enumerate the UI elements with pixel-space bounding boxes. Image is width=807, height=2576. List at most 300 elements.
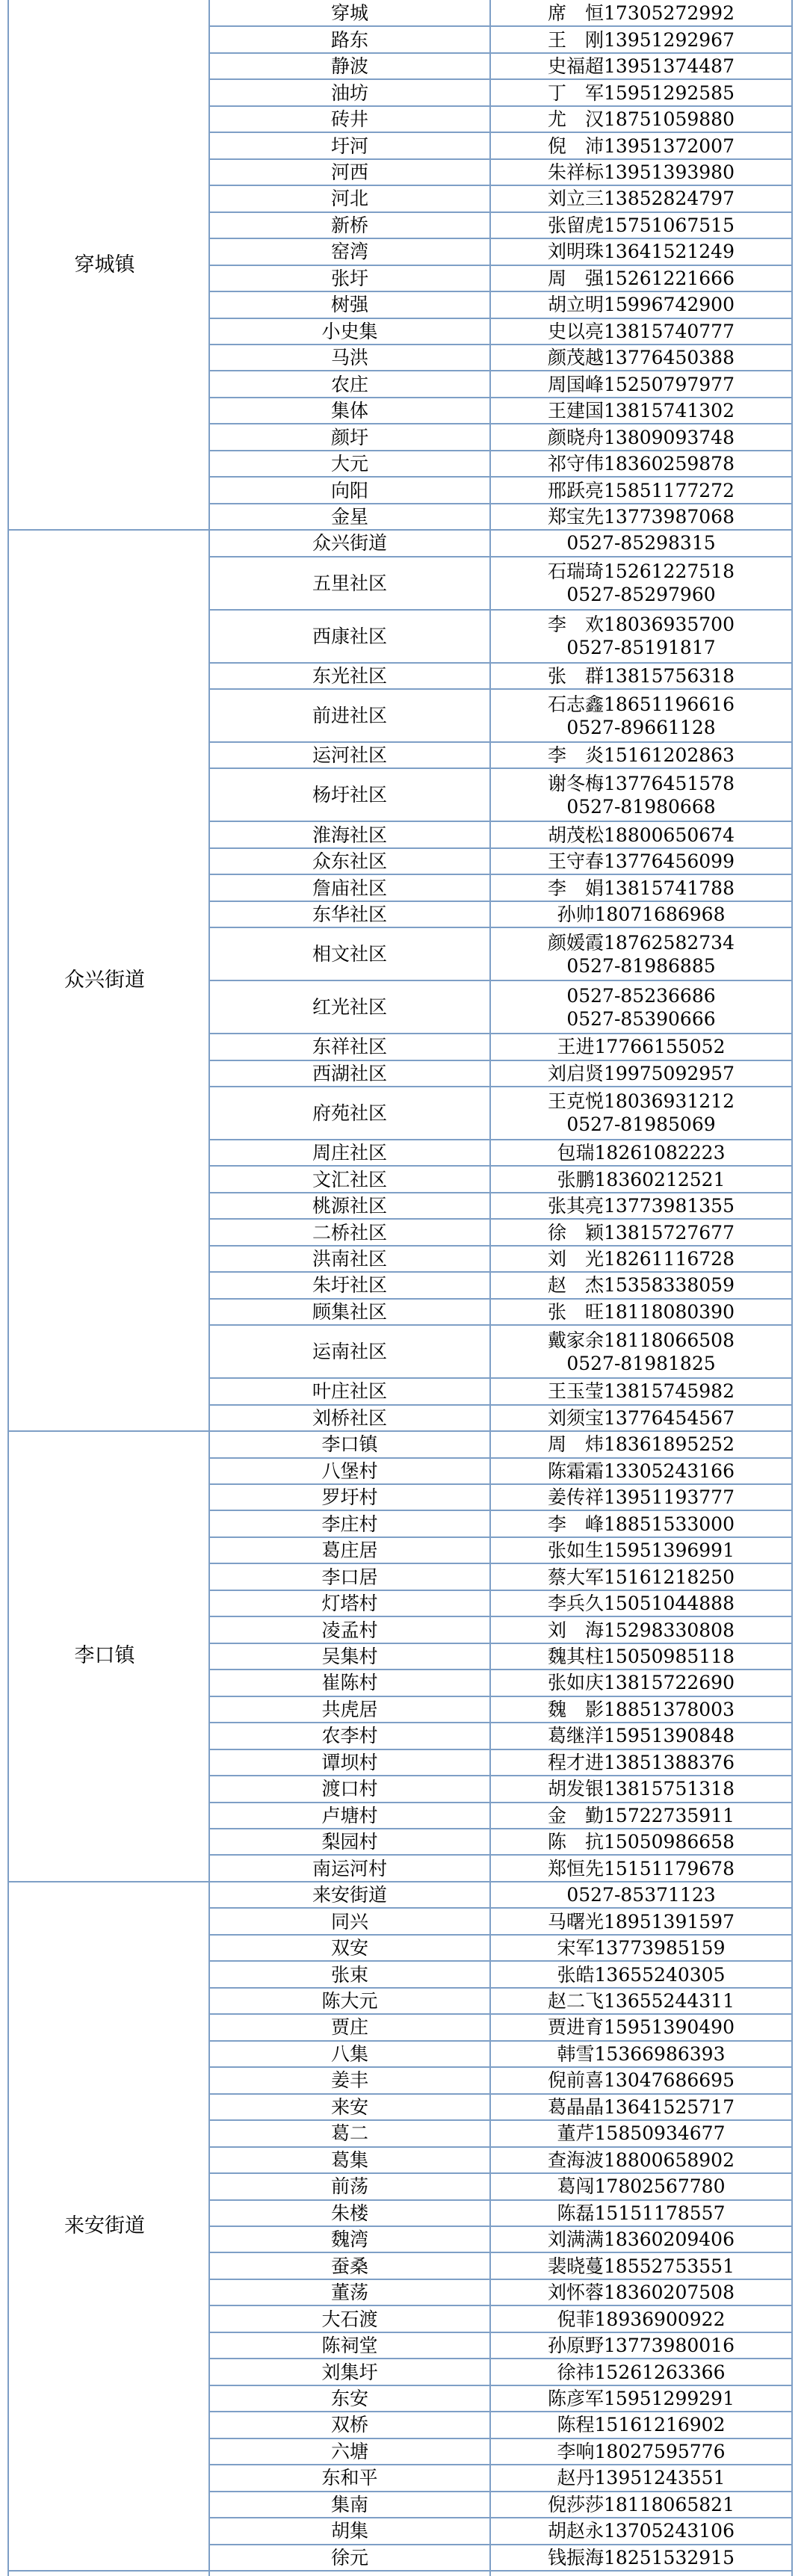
place-name-cell xyxy=(209,1749,490,1776)
contact-cell xyxy=(490,2279,792,2305)
contact-line: 胡立明15996742900 xyxy=(548,294,735,316)
place-name: 窑湾 xyxy=(330,241,368,263)
place-name-cell xyxy=(209,2518,490,2544)
place-name: 徐元 xyxy=(330,2546,368,2569)
place-name: 杨圩社区 xyxy=(312,784,387,806)
place-name-cell xyxy=(209,2147,490,2173)
contact-line: 王守春13776456099 xyxy=(548,850,735,873)
place-name: 向阳 xyxy=(330,479,368,501)
contact-line: 陈彦军15951299291 xyxy=(548,2387,735,2409)
contact-line: 0527-85390666 xyxy=(566,1007,716,1030)
place-name-cell xyxy=(209,79,490,105)
contact-line: 0527-85371123 xyxy=(566,1884,716,1906)
place-name-cell xyxy=(209,768,490,821)
place-name: 葛集 xyxy=(330,2149,368,2171)
contact-cell xyxy=(490,504,792,530)
place-name: 东安 xyxy=(330,2387,368,2409)
contact-line: 孙原野13773980016 xyxy=(548,2335,735,2357)
contact-cell xyxy=(490,2412,792,2438)
place-name: 李庄村 xyxy=(321,1513,378,1535)
place-name: 姜丰 xyxy=(330,2069,368,2092)
contact-cell xyxy=(490,0,792,26)
contact-cell xyxy=(490,159,792,185)
contact-line: 裴晓蔓18552753551 xyxy=(548,2255,735,2277)
place-name-cell xyxy=(209,1803,490,1829)
place-name-cell xyxy=(209,1325,490,1378)
place-name: 双安 xyxy=(330,1937,368,1959)
place-name: 府苑社区 xyxy=(312,1102,387,1124)
contact-line: 王克悦18036931212 xyxy=(548,1090,735,1113)
place-name: 詹庙社区 xyxy=(312,877,387,899)
place-name: 渡口村 xyxy=(321,1778,378,1800)
place-name-cell xyxy=(209,185,490,211)
place-name: 众东社区 xyxy=(312,850,387,873)
place-name: 金星 xyxy=(330,506,368,528)
contact-cell xyxy=(490,1749,792,1776)
place-name: 叶庄社区 xyxy=(312,1380,387,1403)
contact-cell xyxy=(490,1510,792,1536)
place-name: 静波 xyxy=(330,55,368,78)
contact-line: 陈霜霜13305243166 xyxy=(548,1460,735,1482)
place-name-cell xyxy=(209,53,490,79)
place-name-cell xyxy=(209,663,490,689)
place-name: 李口居 xyxy=(321,1566,378,1588)
place-name-cell xyxy=(209,1723,490,1749)
place-name-cell xyxy=(209,2492,490,2518)
place-name: 圩河 xyxy=(330,135,368,157)
place-name-cell xyxy=(209,212,490,238)
place-name-cell xyxy=(209,901,490,927)
place-name: 东和平 xyxy=(321,2467,378,2489)
place-name-cell xyxy=(209,2385,490,2412)
contact-cell xyxy=(490,291,792,318)
contact-cell xyxy=(490,345,792,371)
place-name: 卢塘村 xyxy=(321,1804,378,1826)
place-name: 砖井 xyxy=(330,108,368,131)
place-name-cell xyxy=(209,345,490,371)
contact-line: 张留虎15751067515 xyxy=(548,214,735,236)
contact-cell xyxy=(490,1537,792,1563)
contact-cell xyxy=(490,1431,792,1457)
contact-cell xyxy=(490,1696,792,1723)
place-name-cell xyxy=(209,1431,490,1457)
place-name-cell xyxy=(209,874,490,901)
place-name: 八堡村 xyxy=(321,1460,378,1482)
contact-cell xyxy=(490,53,792,79)
contact-cell xyxy=(490,610,792,663)
place-name-cell xyxy=(209,2412,490,2438)
place-name-cell xyxy=(209,1882,490,1908)
place-name: 董荡 xyxy=(330,2282,368,2304)
place-name: 颜圩 xyxy=(330,426,368,448)
place-name: 来安 xyxy=(330,2095,368,2118)
place-name-cell xyxy=(209,1246,490,1272)
place-name-cell xyxy=(209,1484,490,1510)
place-name: 谭坝村 xyxy=(321,1751,378,1773)
contact-cell xyxy=(490,212,792,238)
contact-line: 刘须宝13776454567 xyxy=(548,1406,735,1429)
place-name: 吴集村 xyxy=(321,1645,378,1667)
contact-cell xyxy=(490,1723,792,1749)
place-name: 刘桥社区 xyxy=(312,1406,387,1429)
contact-line: 郑宝先13773987068 xyxy=(548,506,735,528)
place-name: 双桥 xyxy=(330,2414,368,2436)
place-name-cell xyxy=(209,1776,490,1802)
contact-cell xyxy=(490,768,792,821)
contact-line: 胡发银13815751318 xyxy=(548,1778,735,1800)
place-name: 河北 xyxy=(330,188,368,210)
contact-line: 赵二飞13655244311 xyxy=(548,1990,735,2012)
contact-line: 钱振海18251532915 xyxy=(548,2546,735,2569)
place-name-cell xyxy=(209,821,490,847)
place-name-cell xyxy=(209,1988,490,2014)
place-name-cell xyxy=(209,1829,490,1855)
place-name-cell xyxy=(209,2252,490,2279)
contact-cell xyxy=(490,238,792,265)
place-name: 崔陈村 xyxy=(321,1672,378,1694)
place-name-cell xyxy=(209,26,490,52)
contact-line: 席 恒17305272992 xyxy=(548,2,735,25)
contact-cell xyxy=(490,1643,792,1670)
place-name-cell xyxy=(209,2094,490,2120)
contact-line: 邢跃亮15851177272 xyxy=(548,479,735,501)
place-name: 二桥社区 xyxy=(312,1221,387,1244)
contact-cell xyxy=(490,265,792,291)
place-name: 西湖社区 xyxy=(312,1062,387,1084)
place-name: 胡集 xyxy=(330,2520,368,2542)
contact-cell xyxy=(490,2385,792,2412)
contact-line: 马曙光18951391597 xyxy=(548,1910,735,1933)
place-name-cell xyxy=(209,106,490,132)
place-name: 洪南社区 xyxy=(312,1248,387,1270)
place-name-cell xyxy=(209,371,490,397)
contact-line: 徐祎15261263366 xyxy=(557,2361,726,2383)
contact-cell xyxy=(490,2305,792,2332)
contact-cell xyxy=(490,1193,792,1219)
grid-line-left xyxy=(7,0,9,2576)
place-name-cell xyxy=(209,238,490,265)
place-name: 葛二 xyxy=(330,2122,368,2145)
place-name: 农庄 xyxy=(330,373,368,395)
contact-cell xyxy=(490,1882,792,1908)
place-name-cell xyxy=(209,1193,490,1219)
place-name: 贾庄 xyxy=(330,2016,368,2039)
place-name: 西康社区 xyxy=(312,625,387,647)
place-name: 陈大元 xyxy=(321,1990,378,2012)
contact-line: 刘明珠13641521249 xyxy=(548,241,735,263)
contact-line: 0527-81986885 xyxy=(566,954,716,977)
contact-cell xyxy=(490,132,792,158)
place-name: 前荡 xyxy=(330,2175,368,2198)
contact-line: 石志鑫18651196616 xyxy=(548,693,735,715)
place-name-cell xyxy=(209,1696,490,1723)
contact-line: 李 娟13815741788 xyxy=(548,877,735,899)
place-name: 东光社区 xyxy=(312,664,387,687)
contact-line: 韩雪15366986393 xyxy=(557,2042,726,2065)
place-name: 来安街道 xyxy=(312,1884,387,1906)
place-name-cell xyxy=(209,2545,490,2571)
place-name-cell xyxy=(209,1219,490,1245)
contact-cell xyxy=(490,1140,792,1166)
place-name: 路东 xyxy=(330,28,368,51)
contact-cell xyxy=(490,2147,792,2173)
contact-cell xyxy=(490,742,792,768)
place-name: 新桥 xyxy=(330,214,368,236)
contact-line: 石瑞琦15261227518 xyxy=(548,560,735,583)
contact-cell xyxy=(490,2438,792,2465)
contact-line: 刘满满18360209406 xyxy=(548,2228,735,2251)
place-name-cell xyxy=(209,265,490,291)
contact-cell xyxy=(490,451,792,477)
place-name: 南运河村 xyxy=(312,1857,387,1880)
contact-line: 刘启贤19975092957 xyxy=(548,1062,735,1084)
contact-cell xyxy=(490,398,792,424)
place-name: 魏湾 xyxy=(330,2228,368,2251)
contact-line: 朱祥标13951393980 xyxy=(548,161,735,183)
contact-line: 包瑞18261082223 xyxy=(557,1142,726,1164)
contact-cell xyxy=(490,1219,792,1245)
place-name-cell xyxy=(209,1616,490,1643)
place-name-cell xyxy=(209,2305,490,2332)
contact-cell xyxy=(490,2332,792,2359)
contact-cell xyxy=(490,927,792,980)
place-name: 陈祠堂 xyxy=(321,2335,378,2357)
contact-line: 李 炎15161202863 xyxy=(548,744,735,767)
contact-cell xyxy=(490,1087,792,1140)
contact-line: 张 旺18118080390 xyxy=(548,1300,735,1323)
contact-line: 张其亮13773981355 xyxy=(548,1195,735,1217)
place-name-cell xyxy=(209,424,490,450)
contact-cell xyxy=(490,1908,792,1934)
place-name-cell xyxy=(209,1537,490,1563)
contact-line: 李 欢18036935700 xyxy=(548,614,735,636)
contact-line: 葛继洋15951390848 xyxy=(548,1725,735,1747)
place-name-cell xyxy=(209,2226,490,2252)
place-name-cell xyxy=(209,742,490,768)
contact-line: 倪莎莎18118065821 xyxy=(548,2493,735,2515)
place-name-cell xyxy=(209,2359,490,2385)
contact-cell xyxy=(490,106,792,132)
contact-cell xyxy=(490,663,792,689)
place-name: 李口镇 xyxy=(321,1433,378,1456)
contact-line: 宋军13773985159 xyxy=(557,1937,726,1959)
place-name: 凌孟村 xyxy=(321,1619,378,1641)
contact-line: 王玉莹13815745982 xyxy=(548,1380,735,1403)
contact-cell xyxy=(490,2067,792,2093)
contact-cell xyxy=(490,1855,792,1881)
contact-line: 陈磊15151178557 xyxy=(557,2202,726,2224)
contact-line: 王建国13815741302 xyxy=(548,400,735,422)
contact-line: 刘 光18261116728 xyxy=(548,1248,735,1270)
contact-cell xyxy=(490,2094,792,2120)
place-name: 河西 xyxy=(330,161,368,183)
place-name: 农李村 xyxy=(321,1725,378,1747)
place-name: 树强 xyxy=(330,294,368,316)
place-name-cell xyxy=(209,1087,490,1140)
place-name: 朱圩社区 xyxy=(312,1274,387,1297)
place-name: 朱楼 xyxy=(330,2202,368,2224)
place-name: 东祥社区 xyxy=(312,1036,387,1058)
contact-line: 谢冬梅13776451578 xyxy=(548,772,735,794)
place-name: 东华社区 xyxy=(312,903,387,925)
contact-line: 张 群13815756318 xyxy=(548,664,735,687)
contact-line: 刘怀蓉18360207508 xyxy=(548,2282,735,2304)
contact-cell xyxy=(490,689,792,742)
contact-cell xyxy=(490,1325,792,1378)
place-name: 六塘 xyxy=(330,2440,368,2462)
contact-line: 赵 杰15358338059 xyxy=(548,1274,735,1297)
place-name: 共虎居 xyxy=(321,1698,378,1720)
contact-cell xyxy=(490,26,792,52)
contact-line: 0527-81985069 xyxy=(566,1114,716,1136)
contact-cell xyxy=(490,1060,792,1087)
contact-line: 王 刚13951292967 xyxy=(548,28,735,51)
contact-cell xyxy=(490,980,792,1034)
contact-line: 查海波18800658902 xyxy=(548,2149,735,2171)
place-name-cell xyxy=(209,1510,490,1536)
place-name: 张圩 xyxy=(330,267,368,289)
contact-cell xyxy=(490,2252,792,2279)
contact-line: 胡赵永13705243106 xyxy=(548,2520,735,2542)
place-name-cell xyxy=(209,0,490,26)
contact-cell xyxy=(490,1405,792,1431)
place-name-cell xyxy=(209,2200,490,2226)
contact-cell xyxy=(490,1803,792,1829)
contact-cell xyxy=(490,2359,792,2385)
contact-line: 李响18027595776 xyxy=(557,2440,726,2462)
contact-line: 董芹15850934677 xyxy=(557,2122,726,2145)
contact-line: 李 峰18851533000 xyxy=(548,1513,735,1535)
contact-cell xyxy=(490,477,792,503)
contact-line: 颜晓舟13809093748 xyxy=(548,426,735,448)
place-name: 红光社区 xyxy=(312,996,387,1019)
contact-line: 史福超13951374487 xyxy=(548,55,735,78)
place-name: 五里社区 xyxy=(312,572,387,594)
contact-line: 颜媛霞18762582734 xyxy=(548,931,735,954)
contact-line: 葛闯17802567780 xyxy=(557,2175,726,2198)
contact-line: 颜茂越13776450388 xyxy=(548,347,735,369)
contact-line: 0527-85236686 xyxy=(566,984,716,1007)
place-name: 梨园村 xyxy=(321,1831,378,1853)
contact-line: 李兵久15051044888 xyxy=(548,1593,735,1615)
place-name: 张束 xyxy=(330,1963,368,1986)
contact-line: 胡茂松18800650674 xyxy=(548,824,735,846)
place-name-cell xyxy=(209,132,490,158)
place-name-cell xyxy=(209,2465,490,2491)
group-name: 李口镇 xyxy=(74,1644,135,1668)
contact-line: 张鹏18360212521 xyxy=(557,1168,726,1190)
contact-cell xyxy=(490,821,792,847)
group-divider xyxy=(8,2570,792,2572)
contact-cell xyxy=(490,1378,792,1404)
contact-cell xyxy=(490,185,792,211)
place-name-cell xyxy=(209,2014,490,2040)
contact-line: 戴家余18118066508 xyxy=(548,1329,735,1351)
contact-cell xyxy=(490,2465,792,2491)
place-name-cell xyxy=(209,2332,490,2359)
contact-line: 0527-85297960 xyxy=(566,584,716,606)
contact-line: 张皓13655240305 xyxy=(557,1963,726,1986)
contact-line: 徐 颖13815727677 xyxy=(548,1221,735,1244)
place-name: 运河社区 xyxy=(312,744,387,767)
contact-cell xyxy=(490,2173,792,2199)
group-name: 穿城镇 xyxy=(74,253,135,277)
place-name: 葛庄居 xyxy=(321,1539,378,1562)
contact-cell xyxy=(490,901,792,927)
group-name: 众兴街道 xyxy=(64,969,145,992)
place-name-cell xyxy=(209,1670,490,1696)
contact-cell xyxy=(490,1563,792,1590)
contact-line: 郑恒先15151179678 xyxy=(548,1857,735,1880)
contact-cell xyxy=(490,1670,792,1696)
place-name: 集体 xyxy=(330,400,368,422)
place-name: 大石渡 xyxy=(321,2308,378,2330)
place-name-cell xyxy=(209,2173,490,2199)
contact-line: 姜传祥13951193777 xyxy=(548,1486,735,1509)
place-name: 桃源社区 xyxy=(312,1195,387,1217)
contact-line: 金 勤15722735911 xyxy=(548,1804,735,1826)
contact-line: 倪前喜13047686695 xyxy=(548,2069,735,2092)
place-name-cell xyxy=(209,1060,490,1087)
place-name-cell xyxy=(209,1563,490,1590)
place-name-cell xyxy=(209,2438,490,2465)
place-name-cell xyxy=(209,1908,490,1934)
place-name-cell xyxy=(209,1590,490,1616)
contact-line: 蔡大军15161218250 xyxy=(548,1566,735,1588)
place-name: 穿城 xyxy=(330,2,368,25)
contact-line: 史以亮13815740777 xyxy=(548,320,735,342)
contact-line: 王进17766155052 xyxy=(557,1036,726,1058)
contact-cell xyxy=(490,1272,792,1298)
contact-line: 程才进13851388376 xyxy=(548,1751,735,1773)
contact-line: 刘立三13852824797 xyxy=(548,188,735,210)
contact-line: 尤 汉18751059880 xyxy=(548,108,735,131)
place-name: 集南 xyxy=(330,2493,368,2515)
place-name-cell xyxy=(209,1034,490,1060)
contact-line: 0527-89661128 xyxy=(566,716,716,738)
place-name-cell xyxy=(209,1272,490,1298)
contact-line: 0527-85298315 xyxy=(566,532,716,555)
place-name-cell xyxy=(209,927,490,980)
place-name: 运南社区 xyxy=(312,1341,387,1363)
contact-cell xyxy=(490,1034,792,1060)
place-name: 众兴街道 xyxy=(312,532,387,555)
contact-cell xyxy=(490,874,792,901)
contact-cell xyxy=(490,2120,792,2146)
place-name-cell xyxy=(209,848,490,874)
contact-line: 周 炜18361895252 xyxy=(548,1433,735,1456)
place-name-cell xyxy=(209,1458,490,1484)
place-name: 前进社区 xyxy=(312,705,387,726)
group-name: 来安街道 xyxy=(64,2214,145,2237)
contact-cell xyxy=(490,1616,792,1643)
place-name-cell xyxy=(209,504,490,530)
place-name: 小史集 xyxy=(321,320,378,342)
contact-line: 丁 军15951292585 xyxy=(548,81,735,104)
place-name-cell xyxy=(209,1405,490,1431)
contact-cell xyxy=(490,557,792,610)
place-name: 文汇社区 xyxy=(312,1168,387,1190)
place-name: 周庄社区 xyxy=(312,1142,387,1164)
contact-line: 倪菲18936900922 xyxy=(557,2308,726,2330)
contact-cell xyxy=(490,1776,792,1802)
place-name: 罗圩村 xyxy=(321,1486,378,1509)
place-name-cell xyxy=(209,2067,490,2093)
contact-line: 0527-81980668 xyxy=(566,795,716,818)
contact-line: 孙帅18071686968 xyxy=(557,903,726,925)
contact-cell xyxy=(490,530,792,556)
contact-line: 赵丹13951243551 xyxy=(557,2467,726,2489)
